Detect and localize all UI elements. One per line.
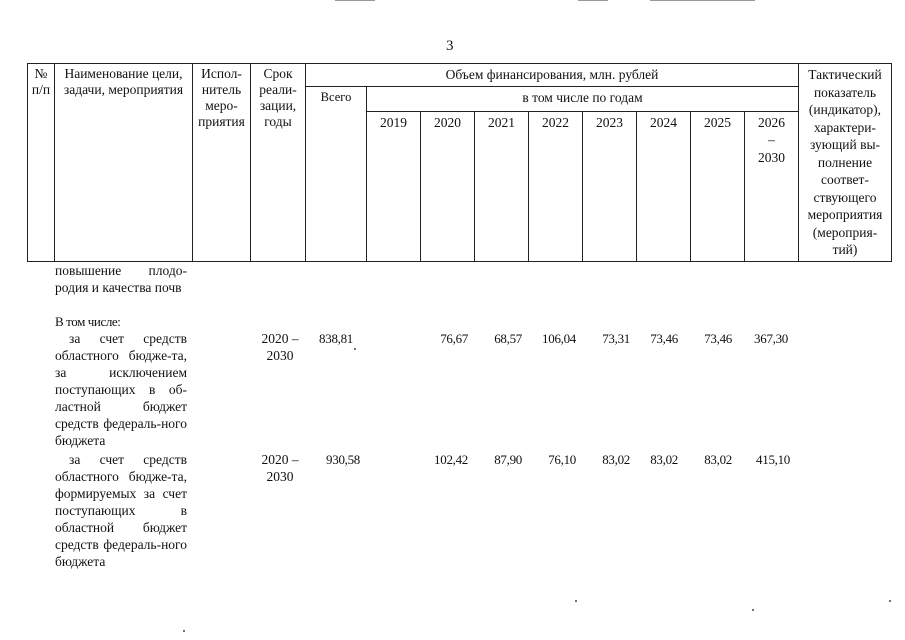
row-2-term: 2020 – 2030 xyxy=(261,452,299,484)
header-num-label: № п/п xyxy=(31,66,51,97)
year-label: 2026 – 2030 xyxy=(758,114,785,165)
page-number: 3 xyxy=(446,38,454,54)
row-1-2023: 73,31 xyxy=(602,331,630,346)
header-funding xyxy=(306,64,799,87)
header-executor-label: Испол-нитель меро-приятия xyxy=(198,66,245,129)
row-1-total: 838,81 xyxy=(319,331,353,346)
funding-table-header xyxy=(27,63,892,262)
year-label: 2019 xyxy=(380,114,407,130)
year-label: 2025 xyxy=(704,114,731,130)
header-indicator-label: Тактический показатель (индикатор), характери-зующий вы-полнение соответ-ствующего мероприятия (мероприя-тий) xyxy=(807,67,883,257)
header-name xyxy=(55,64,193,262)
year-label: 2022 xyxy=(542,114,569,130)
row-1-2021: 68,57 xyxy=(494,331,522,346)
subtitle: В том числе: xyxy=(55,314,121,329)
row-1-2022: 106,04 xyxy=(542,331,576,346)
scan-speck xyxy=(354,348,356,350)
row-2-2023: 83,02 xyxy=(602,452,630,467)
row-1-2025: 73,46 xyxy=(704,331,732,346)
header-term-label: Срок реали-зации, годы xyxy=(259,66,297,129)
header-num xyxy=(28,64,55,262)
header-year xyxy=(529,111,583,261)
scan-artifact xyxy=(650,0,755,1)
row-2-name: за счет средств областного бюдже-та, формируемых за счет поступающих в областной бюджет средств федераль-ного бюджета xyxy=(55,452,187,569)
scan-speck xyxy=(575,600,577,602)
header-name-label: Наименование цели, задачи, мероприятия xyxy=(63,66,184,97)
header-year xyxy=(475,111,529,261)
intro-text: повышение плодо-родия и качества почв xyxy=(55,263,187,295)
scan-artifact xyxy=(578,0,608,1)
row-1-2024: 73,46 xyxy=(650,331,678,346)
scan-speck xyxy=(183,630,185,632)
header-total xyxy=(306,86,367,261)
header-by-years-label: в том числе по годам xyxy=(522,89,643,105)
year-label: 2020 xyxy=(434,114,461,130)
header-year xyxy=(367,111,421,261)
row-1-2020: 76,67 xyxy=(440,331,468,346)
header-year xyxy=(745,111,799,261)
scan-speck xyxy=(752,609,754,611)
header-term xyxy=(251,64,306,262)
header-year xyxy=(637,111,691,261)
year-label: 2023 xyxy=(596,114,623,130)
scan-artifact xyxy=(335,0,375,1)
year-label: 2021 xyxy=(488,114,515,130)
header-indicator xyxy=(799,64,892,262)
row-2-total: 930,58 xyxy=(326,452,360,467)
header-year xyxy=(691,111,745,261)
header-year xyxy=(421,111,475,261)
row-2-2025: 83,02 xyxy=(704,452,732,467)
scan-speck xyxy=(889,600,891,602)
year-label: 2024 xyxy=(650,114,677,130)
row-2-2022: 76,10 xyxy=(548,452,576,467)
row-2-2024: 83,02 xyxy=(650,452,678,467)
header-funding-label: Объем финансирования, млн. рублей xyxy=(445,67,659,82)
row-2-2026-2030: 415,10 xyxy=(756,452,790,467)
row-2-2021: 87,90 xyxy=(494,452,522,467)
row-2-2020: 102,42 xyxy=(434,452,468,467)
header-year xyxy=(583,111,637,261)
row-1-term: 2020 – 2030 xyxy=(261,331,299,363)
header-total-label: Всего xyxy=(320,89,352,104)
header-by-years xyxy=(367,86,799,111)
header-executor xyxy=(193,64,251,262)
row-1-name: за счет средств областного бюдже-та, за исключением поступающих в об-ластной бюджет средств федераль-ного бюджета xyxy=(55,331,187,448)
row-1-2026-2030: 367,30 xyxy=(754,331,788,346)
